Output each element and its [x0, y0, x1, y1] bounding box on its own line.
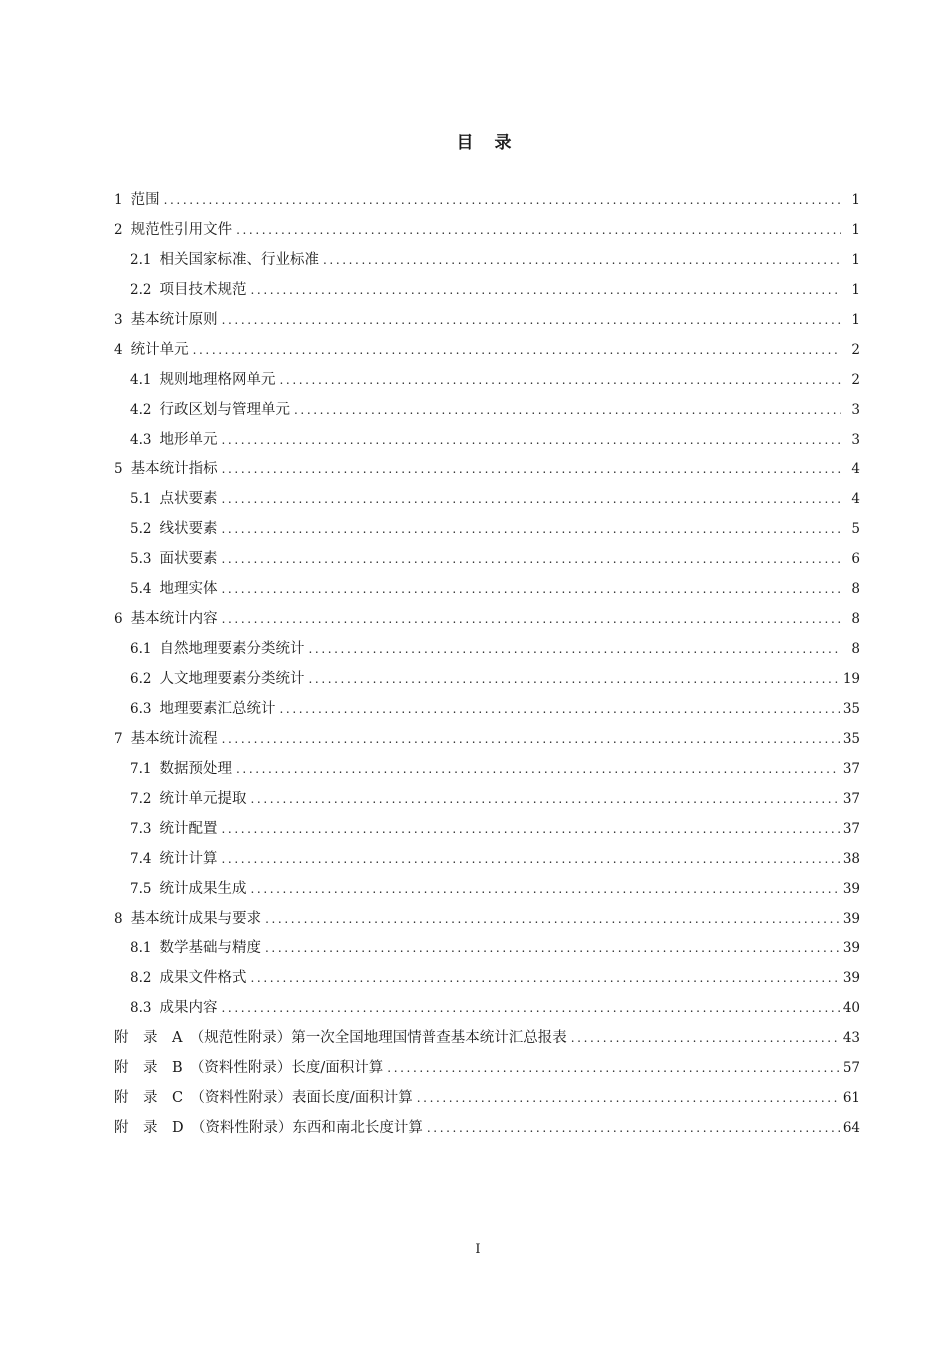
toc-entry-label: 基本统计成果与要求	[130, 910, 262, 927]
toc-appendix-entry[interactable]	[114, 1056, 860, 1086]
toc-dot-leader	[221, 847, 839, 871]
toc-entry-page-number: 5	[851, 521, 860, 538]
toc-entry-label: 第一次全国地理国情普查基本统计汇总报表	[291, 1030, 567, 1047]
toc-entry-page-number: 64	[842, 1120, 860, 1137]
toc-entry-number: 7.5	[130, 880, 152, 897]
page-number-footer: I	[475, 1242, 481, 1257]
toc-entry-page-number: 1	[851, 251, 860, 268]
toc-entry-page-number: 4	[851, 461, 860, 478]
toc-entry-page-number: 1	[851, 281, 860, 298]
toc-entry-label: 人文地理要素分类统计	[159, 671, 305, 687]
toc-entry[interactable]	[114, 607, 860, 637]
toc-entry[interactable]	[114, 368, 860, 398]
toc-entry-number: 6	[114, 611, 123, 628]
toc-entry-label: 成果内容	[159, 1000, 218, 1017]
toc-appendix-label: 附 录 A （规范性附录）	[114, 1030, 292, 1047]
toc-entry-page-number: 6	[851, 551, 860, 568]
toc-entry-number: 6.2	[130, 671, 152, 687]
toc-entry-page-number: 57	[842, 1060, 860, 1077]
toc-entry[interactable]	[114, 817, 860, 847]
toc-entry-page-number: 4	[851, 491, 860, 508]
toc-entry-label: 相关国家标准、行业标准	[159, 251, 319, 268]
toc-entry-page-number: 43	[842, 1030, 860, 1047]
toc-entry[interactable]	[114, 966, 860, 996]
toc-entry-label: 表面长度/面积计算	[291, 1090, 413, 1107]
toc-entry[interactable]	[114, 787, 860, 817]
toc-entry[interactable]	[114, 847, 860, 877]
toc-entry-number: 2.1	[130, 251, 152, 268]
toc-entry[interactable]	[114, 398, 860, 428]
toc-dot-leader	[193, 338, 841, 362]
toc-entry-label: 成果文件格式	[159, 970, 247, 987]
toc-dot-leader	[236, 218, 841, 242]
toc-entry[interactable]	[114, 308, 860, 338]
toc-entry-number: 3	[114, 311, 123, 328]
toc-dot-leader	[308, 637, 841, 661]
toc-entry-number: 5	[114, 461, 123, 478]
toc-dot-leader	[387, 1056, 840, 1080]
toc-entry-page-number: 8	[851, 611, 860, 628]
toc-entry-label: 基本统计流程	[130, 730, 218, 747]
toc-appendix-label: 附 录 C （资料性附录）	[114, 1090, 292, 1107]
toc-entry-label: 数学基础与精度	[159, 940, 261, 957]
toc-entry-page-number: 1	[851, 192, 860, 208]
toc-dot-leader	[250, 278, 841, 302]
toc-entry-label: 地理要素汇总统计	[159, 700, 276, 717]
toc-dot-leader	[308, 667, 839, 691]
toc-entry-number: 5.1	[130, 491, 152, 508]
toc-dot-leader	[250, 966, 839, 990]
toc-entry-label: 统计单元提取	[159, 790, 247, 807]
toc-dot-leader	[250, 877, 839, 901]
toc-entry[interactable]	[114, 667, 860, 697]
toc-entry-number: 1	[114, 192, 123, 208]
toc-entry[interactable]	[114, 248, 860, 278]
toc-entry-label: 项目技术规范	[159, 281, 247, 298]
toc-entry-page-number: 1	[851, 311, 860, 328]
toc-entry-page-number: 37	[842, 820, 860, 837]
toc-entry-number: 6.3	[130, 700, 152, 717]
toc-entry-page-number: 35	[842, 730, 860, 747]
toc-entry-page-number: 35	[842, 700, 860, 717]
toc-appendix-entry[interactable]	[114, 1026, 860, 1056]
toc-entry-label: 数据预处理	[159, 760, 232, 777]
toc-entry-label: 基本统计原则	[130, 311, 218, 328]
toc-entry-number: 7.4	[130, 850, 152, 867]
toc-dot-leader	[221, 547, 841, 571]
toc-dot-leader	[265, 936, 840, 960]
toc-appendix-entry[interactable]	[114, 1116, 860, 1146]
toc-entry-number: 7.1	[130, 760, 152, 777]
toc-entry[interactable]	[114, 487, 860, 517]
toc-entry-label: 统计单元	[130, 341, 189, 358]
toc-entry-label: 规则地理格网单元	[159, 371, 276, 388]
toc-entry-number: 8.1	[130, 940, 152, 957]
toc-entry-number: 4	[114, 341, 123, 358]
toc-list	[114, 188, 860, 1146]
toc-entry[interactable]	[114, 697, 860, 727]
toc-entry-label: 范围	[130, 192, 160, 208]
toc-dot-leader	[323, 248, 841, 272]
toc-dot-leader	[427, 1116, 840, 1140]
toc-entry-page-number: 3	[851, 401, 860, 418]
toc-entry-page-number: 39	[842, 880, 860, 897]
toc-entry-page-number: 19	[842, 671, 860, 687]
toc-dot-leader	[222, 308, 841, 332]
toc-entry-label: 统计成果生成	[159, 880, 247, 897]
toc-entry-number: 5.2	[130, 521, 152, 538]
toc-appendix-label: 附 录 D （资料性附录）	[114, 1120, 293, 1137]
toc-entry-page-number: 40	[842, 1000, 860, 1017]
toc-entry-label: 基本统计指标	[130, 461, 218, 478]
toc-appendix-label: 附 录 B （资料性附录）	[114, 1060, 292, 1077]
toc-dot-leader	[417, 1086, 840, 1110]
toc-entry[interactable]	[114, 577, 860, 607]
toc-entry-number: 7.2	[130, 790, 152, 807]
toc-entry[interactable]	[114, 936, 860, 966]
toc-entry[interactable]	[114, 547, 860, 577]
toc-entry-number: 8	[114, 910, 123, 927]
toc-dot-leader	[221, 817, 839, 841]
toc-entry-page-number: 1	[851, 221, 860, 238]
toc-dot-leader	[221, 517, 841, 541]
toc-entry-label: 点状要素	[159, 491, 218, 508]
toc-entry[interactable]	[114, 188, 860, 218]
toc-dot-leader	[221, 428, 841, 452]
toc-entry-page-number: 37	[842, 790, 860, 807]
toc-entry-label: 东西和南北长度计算	[292, 1120, 423, 1137]
toc-entry-label: 面状要素	[159, 551, 218, 568]
toc-entry-page-number: 38	[842, 850, 860, 867]
toc-entry-page-number: 8	[851, 581, 860, 598]
toc-entry[interactable]	[114, 428, 860, 458]
toc-entry-label: 行政区划与管理单元	[159, 401, 290, 418]
toc-dot-leader	[221, 577, 841, 601]
toc-entry[interactable]	[114, 757, 860, 787]
toc-entry[interactable]	[114, 457, 860, 487]
toc-entry-page-number: 2	[851, 341, 860, 358]
toc-dot-leader	[222, 727, 840, 751]
toc-entry-label: 线状要素	[159, 521, 218, 538]
toc-title: 目 录	[456, 133, 514, 153]
toc-dot-leader	[222, 607, 841, 631]
toc-dot-leader	[236, 757, 840, 781]
toc-entry-number: 4.3	[130, 431, 152, 448]
toc-entry[interactable]	[114, 877, 860, 907]
toc-dot-leader	[294, 398, 841, 422]
toc-entry-label: 统计配置	[159, 820, 218, 837]
toc-entry[interactable]	[114, 338, 860, 368]
toc-entry-label: 地形单元	[159, 431, 218, 448]
toc-dot-leader	[265, 907, 840, 931]
toc-entry-label: 长度/面积计算	[291, 1060, 384, 1077]
toc-dot-leader	[279, 697, 839, 721]
toc-entry-page-number: 39	[842, 940, 860, 957]
toc-dot-leader	[222, 457, 841, 481]
toc-appendix-entry[interactable]	[114, 1086, 860, 1116]
toc-dot-leader	[164, 188, 841, 212]
toc-dot-leader	[279, 368, 841, 392]
toc-entry-number: 7.3	[130, 820, 152, 837]
toc-entry-number: 8.2	[130, 970, 152, 987]
toc-entry-number: 4.1	[130, 371, 152, 388]
toc-entry-number: 7	[114, 730, 123, 747]
toc-entry-label: 地理实体	[159, 581, 218, 598]
toc-entry[interactable]	[114, 996, 860, 1026]
toc-dot-leader	[221, 996, 839, 1020]
toc-dot-leader	[250, 787, 839, 811]
toc-entry-label: 规范性引用文件	[130, 221, 233, 238]
toc-entry-page-number: 3	[851, 431, 860, 448]
toc-entry[interactable]	[114, 637, 860, 667]
toc-entry[interactable]	[114, 278, 860, 308]
toc-entry-number: 2.2	[130, 281, 152, 298]
toc-entry-label: 统计计算	[159, 850, 218, 867]
toc-entry[interactable]	[114, 727, 860, 757]
toc-entry-label: 基本统计内容	[130, 611, 218, 628]
toc-entry[interactable]	[114, 517, 860, 547]
toc-entry-number: 6.1	[130, 641, 152, 658]
toc-entry-number: 8.3	[130, 1000, 152, 1017]
toc-entry-page-number: 39	[842, 970, 860, 987]
toc-entry-number: 5.4	[130, 581, 152, 598]
toc-entry-label: 自然地理要素分类统计	[159, 641, 305, 658]
toc-dot-leader	[571, 1026, 840, 1050]
toc-entry-page-number: 2	[851, 371, 860, 388]
toc-entry-page-number: 37	[842, 760, 860, 777]
toc-entry-page-number: 8	[851, 641, 860, 658]
toc-entry-number: 2	[114, 221, 123, 238]
toc-entry-page-number: 39	[842, 910, 860, 927]
toc-entry-number: 5.3	[130, 551, 152, 568]
toc-entry-number: 4.2	[130, 401, 152, 418]
toc-entry[interactable]	[114, 907, 860, 937]
toc-entry[interactable]	[114, 218, 860, 248]
toc-dot-leader	[221, 487, 841, 511]
toc-entry-page-number: 61	[842, 1090, 860, 1107]
